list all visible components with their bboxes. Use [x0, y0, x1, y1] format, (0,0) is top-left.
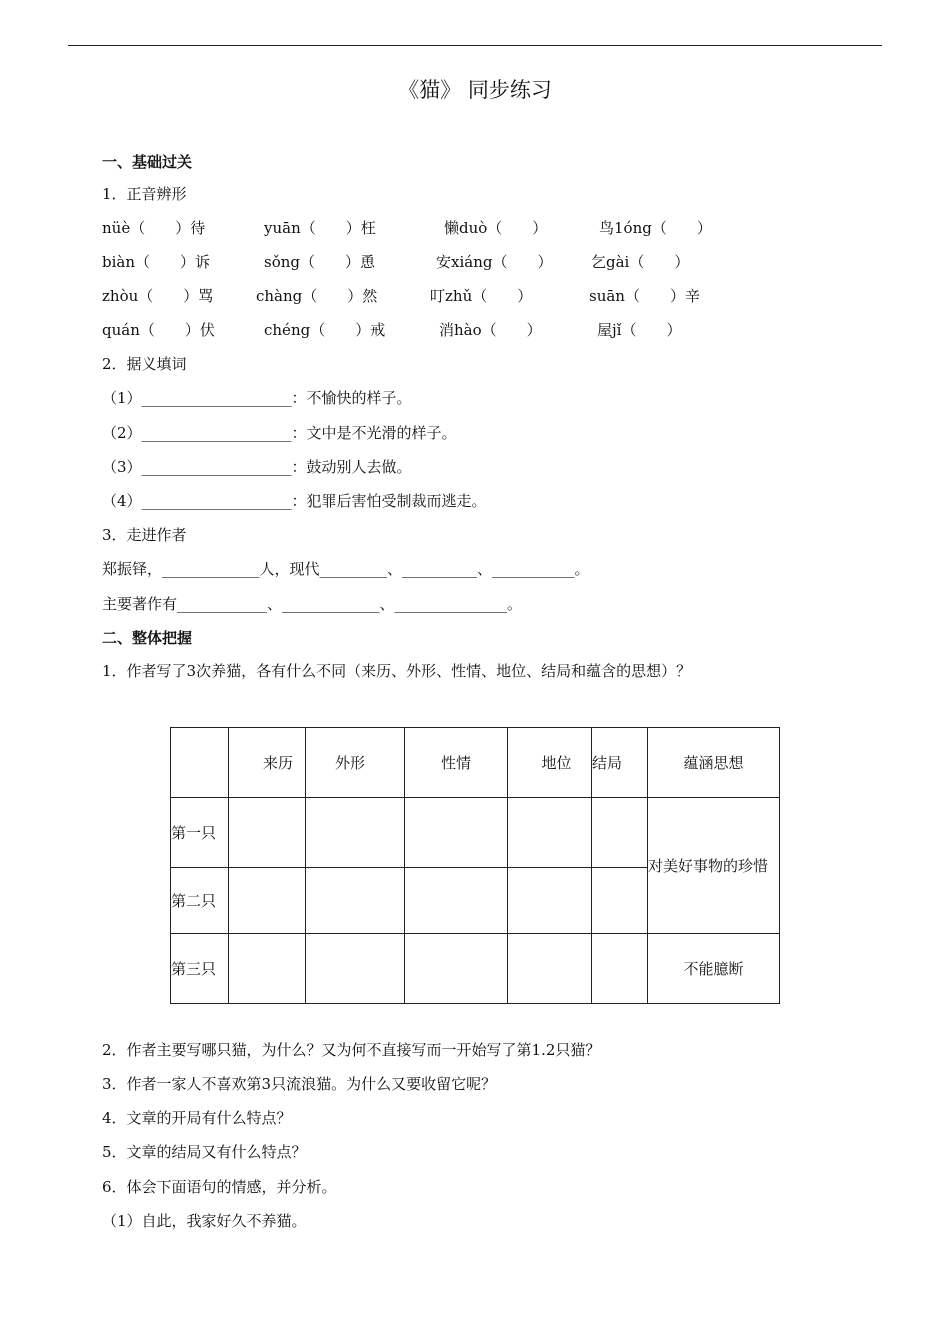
pinyin-item: zhòu（ ）骂: [102, 287, 214, 305]
question-item: 2．作者主要写哪只猫，为什么？又为何不直接写而一开始写了第1.2只猫？: [102, 1041, 601, 1059]
empty-cell: [508, 868, 592, 934]
pinyin-item: 鸟1óng（ ）: [599, 219, 712, 237]
q3-label: 3．走进作者: [102, 526, 187, 544]
empty-cell: [306, 798, 405, 868]
section-1-heading: 一、基础过关: [102, 153, 193, 171]
empty-cell: [592, 868, 648, 934]
question-item: 4．文章的开局有什么特点？: [102, 1109, 292, 1127]
q2-label: 2．据义填词: [102, 355, 187, 373]
header-rule: [68, 45, 882, 46]
empty-cell: [405, 934, 508, 1004]
empty-cell: [306, 868, 405, 934]
cat-comparison-table: [170, 727, 780, 1004]
row-label: 第三只: [171, 934, 229, 1004]
question-item: （1）自此，我家好久不养猫。: [102, 1212, 307, 1230]
pinyin-item: chàng（ ）然: [256, 287, 378, 305]
pinyin-item: yuān（ ）枉: [264, 219, 376, 237]
table-row: [171, 934, 780, 1004]
empty-cell: [229, 868, 306, 934]
works-line: 主要著作有____________、_____________、_______________。: [102, 595, 523, 613]
empty-cell: [229, 934, 306, 1004]
table-row: [171, 798, 780, 868]
row-label: 第一只: [171, 798, 229, 868]
question-item: 5．文章的结局又有什么特点？: [102, 1143, 307, 1161]
pinyin-item: 懒duò（ ）: [444, 219, 548, 237]
header-cell: [171, 728, 229, 798]
row-label: 第二只: [171, 868, 229, 934]
question-item: 3．作者一家人不喜欢第3只流浪猫。为什么又要收留它呢？: [102, 1075, 497, 1093]
fill-word-item: （2）____________________：文中是不光滑的样子。: [102, 424, 457, 442]
pinyin-item: suān（ ）辛: [589, 287, 700, 305]
question-item: 6．体会下面语句的情感，并分析。: [102, 1178, 337, 1196]
header-cell: 外形: [306, 728, 405, 798]
table-header-row: [171, 728, 780, 798]
fill-word-item: （1）____________________：不愉快的样子。: [102, 389, 412, 407]
empty-cell: [405, 798, 508, 868]
header-cell: 性情: [405, 728, 508, 798]
thought-cell: 不能臆断: [648, 934, 780, 1004]
empty-cell: [306, 934, 405, 1004]
pinyin-item: 消hào（ ）: [439, 321, 542, 339]
empty-cell: [508, 934, 592, 1004]
question-item: 1．作者写了3次养猫，各有什么不同（来历、外形、性情、地位、结局和蕴含的思想）？: [102, 662, 692, 680]
fill-word-item: （3）____________________：鼓动别人去做。: [102, 458, 412, 476]
pinyin-item: 乞gài（ ）: [591, 253, 690, 271]
fill-word-item: （4）____________________：犯罪后害怕受制裁而逃走。: [102, 492, 487, 510]
empty-cell: [508, 798, 592, 868]
header-cell: 结局: [592, 728, 648, 798]
pinyin-item: nüè（ ）待: [102, 219, 206, 237]
empty-cell: [592, 798, 648, 868]
q1-label: 1．正音辨形: [102, 185, 187, 203]
pinyin-item: chéng（ ）戒: [264, 321, 386, 339]
section-2-heading: 二、整体把握: [102, 629, 193, 647]
pinyin-item: 安xiáng（ ）: [436, 253, 553, 271]
empty-cell: [592, 934, 648, 1004]
header-cell: 地位: [508, 728, 592, 798]
pinyin-item: biàn（ ）诉: [102, 253, 211, 271]
thought-cell: 对美好事物的珍惜: [648, 798, 780, 934]
header-cell: 蕴涵思想: [648, 728, 780, 798]
pinyin-item: 叮zhǔ（ ）: [430, 287, 533, 305]
empty-cell: [229, 798, 306, 868]
page-title: 《猫》 同步练习: [398, 78, 552, 102]
empty-cell: [405, 868, 508, 934]
author-line: 郑振铎，_____________人，现代_________、__________、___________。: [102, 560, 590, 578]
pinyin-item: quán（ ）伏: [102, 321, 215, 339]
pinyin-item: 屋jǐ（ ）: [597, 321, 682, 339]
pinyin-item: sǒng（ ）恿: [264, 253, 375, 271]
header-cell: 来历: [229, 728, 306, 798]
